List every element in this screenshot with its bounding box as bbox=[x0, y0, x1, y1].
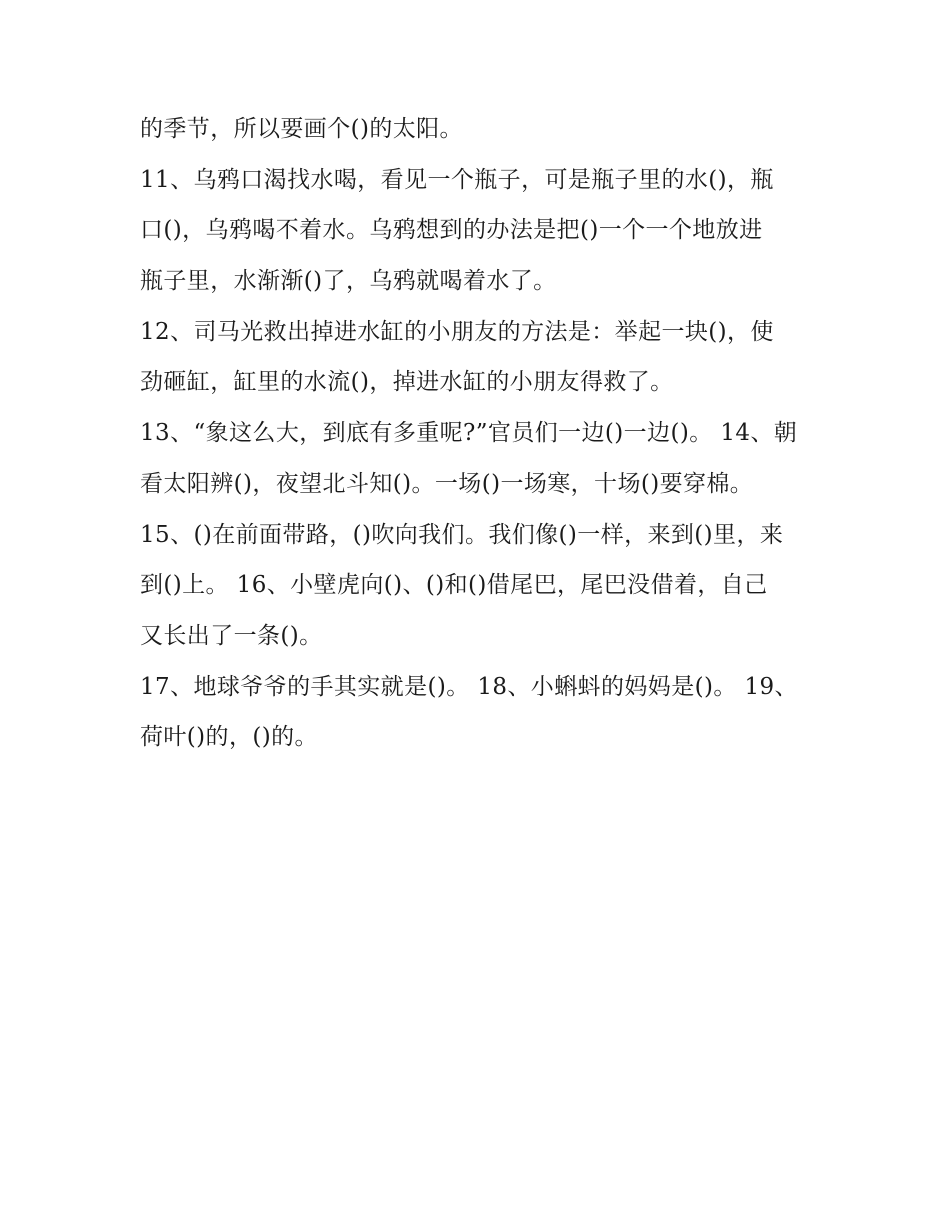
text-line: 12、司马光救出掉进水缸的小朋友的方法是：举起一块()，使 bbox=[140, 318, 774, 345]
text-line: 又长出了一条()。 bbox=[140, 622, 323, 649]
text-line: 13、“象这么大，到底有多重呢?”官员们一边()一边()。 14、朝 bbox=[140, 420, 798, 447]
text-line: 17、地球爷爷的手其实就是()。 18、小蝌蚪的妈妈是()。 19、 bbox=[140, 673, 798, 700]
text-line: 荷叶()的，()的。 bbox=[140, 724, 318, 751]
worksheet-text bbox=[140, 104, 820, 763]
text-line: 瓶子里，水渐渐()了，乌鸦就喝着水了。 bbox=[140, 268, 557, 295]
text-line: 看太阳辨()，夜望北斗知()。一场()一场寒，十场()要穿棉。 bbox=[140, 470, 754, 497]
text-line: 11、乌鸦口渴找水喝，看见一个瓶子，可是瓶子里的水()，瓶 bbox=[140, 166, 774, 193]
text-line: 15、()在前面带路，()吹向我们。我们像()一样，来到()里，来 bbox=[140, 521, 784, 548]
text-line: 的季节，所以要画个()的太阳。 bbox=[140, 116, 463, 142]
text-line: 劲砸缸，缸里的水流()，掉进水缸的小朋友得救了。 bbox=[140, 369, 674, 396]
text-line: 到()上。 16、小壁虎向()、()和()借尾巴，尾巴没借着，自己 bbox=[140, 572, 768, 599]
text-line: 口()，乌鸦喝不着水。乌鸦想到的办法是把()一个一个地放进 bbox=[140, 217, 763, 244]
